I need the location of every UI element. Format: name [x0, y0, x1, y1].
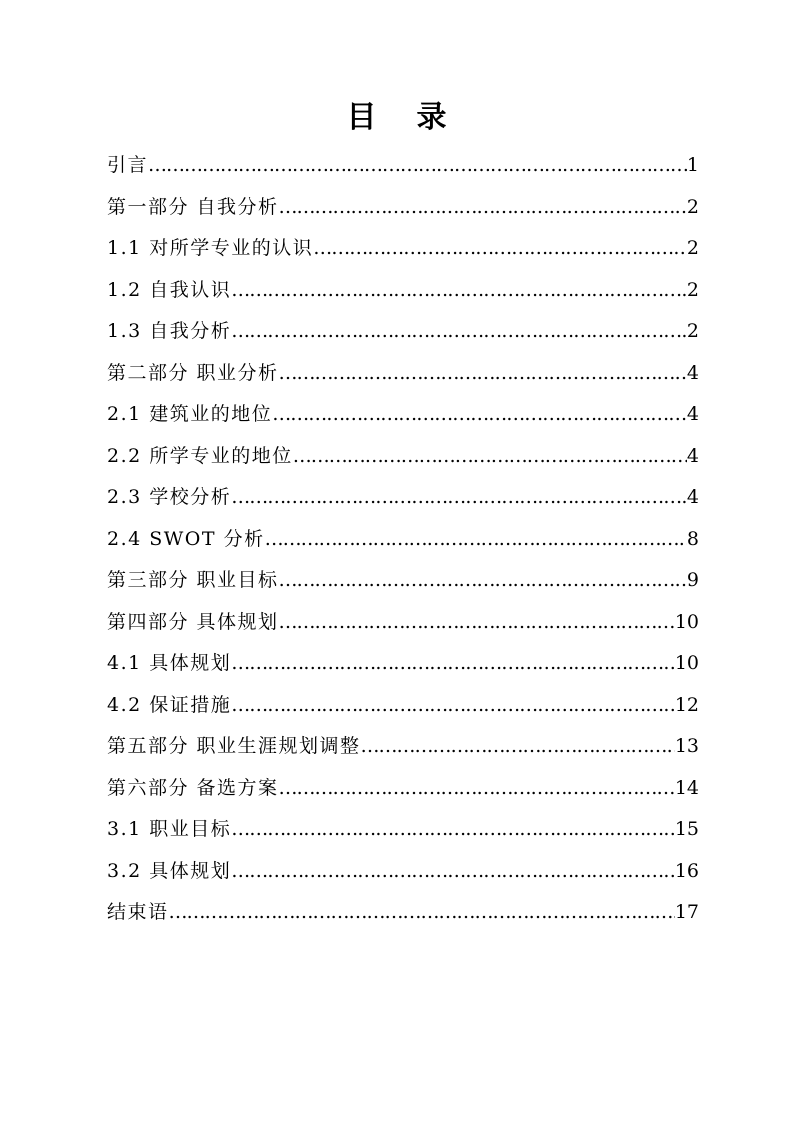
toc-entry-page: 13: [674, 735, 699, 757]
toc-entry-page: 1: [686, 154, 699, 176]
toc-dot-leader: [231, 851, 675, 893]
toc-entry-3-2[interactable]: [107, 851, 699, 893]
toc-entry-label: 4.1 具体规划: [107, 652, 232, 674]
toc-entry-label: 2.2 所学专业的地位: [107, 444, 293, 467]
toc-dot-leader: [231, 809, 675, 851]
toc-entry-label: 1.2 自我认识: [107, 278, 232, 301]
toc-entry-label: 1.3 自我分析: [107, 320, 232, 342]
toc-entry-label: 第五部分 职业生涯规划调整: [107, 735, 361, 757]
toc-entry-label: 2.1 建筑业的地位: [107, 403, 273, 425]
toc-entry-page: 9: [686, 569, 699, 591]
toc-entry-label: 第二部分 职业分析: [107, 361, 279, 384]
toc-dot-leader: [265, 519, 687, 561]
toc-entry-label: 1.1 对所学专业的认识: [107, 237, 314, 259]
toc-entry-label: 第四部分 具体规划: [107, 610, 279, 633]
toc-dot-leader: [169, 892, 675, 934]
toc-entry-part6[interactable]: [107, 768, 699, 810]
toc-entry-part4[interactable]: [107, 602, 699, 644]
toc-entry-page: 4: [686, 361, 699, 384]
toc-entry-2-3[interactable]: [107, 477, 699, 519]
toc-dot-leader: [293, 436, 687, 478]
toc-dot-leader: [279, 560, 687, 602]
toc-dot-leader: [272, 394, 687, 436]
toc-entry-page: 2: [686, 320, 699, 342]
toc-entry-page: 15: [674, 818, 699, 840]
toc-entry-page: 17: [674, 901, 699, 923]
toc-dot-leader: [231, 311, 687, 353]
toc-entry-page: 4: [686, 486, 699, 508]
toc-entry-2-1[interactable]: [107, 394, 699, 436]
toc-entry-1-1[interactable]: [107, 228, 699, 270]
toc-entry-1-2[interactable]: [107, 270, 699, 312]
toc-entry-part2[interactable]: [107, 353, 699, 395]
toc-title: [0, 98, 793, 138]
toc-entry-2-2[interactable]: [107, 436, 699, 478]
toc-entry-2-4[interactable]: [107, 519, 699, 561]
toc-entry-page: 12: [674, 693, 699, 716]
toc-entry-part3[interactable]: [107, 560, 699, 602]
toc-dot-leader: [279, 602, 675, 644]
toc-entry-page: 8: [686, 527, 699, 550]
toc-dot-leader: [279, 353, 687, 395]
toc-entry-page: 2: [686, 278, 699, 301]
toc-title-part2: 录: [416, 100, 447, 135]
toc-entry-label: 第一部分 自我分析: [107, 195, 279, 218]
toc-entry-1-3[interactable]: [107, 311, 699, 353]
toc-dot-leader: [313, 228, 687, 270]
toc-dot-leader: [231, 685, 675, 727]
toc-list: [107, 145, 699, 934]
toc-entry-part1[interactable]: [107, 187, 699, 229]
toc-entry-label: 引言: [107, 154, 149, 176]
toc-entry-page: 14: [674, 776, 699, 799]
toc-entry-page: 4: [686, 403, 699, 425]
toc-dot-leader: [361, 726, 675, 768]
toc-entry-label: 4.2 保证措施: [107, 693, 232, 716]
toc-entry-page: 10: [674, 652, 699, 674]
toc-dot-leader: [231, 270, 687, 312]
toc-entry-label: 2.3 学校分析: [107, 486, 232, 508]
toc-entry-intro[interactable]: [107, 145, 699, 187]
toc-title-part1: 目: [346, 100, 377, 135]
toc-entry-label: 3.1 职业目标: [107, 818, 232, 840]
toc-entry-4-2[interactable]: [107, 685, 699, 727]
toc-entry-part5[interactable]: [107, 726, 699, 768]
toc-entry-conclusion[interactable]: [107, 892, 699, 934]
toc-entry-4-1[interactable]: [107, 643, 699, 685]
toc-dot-leader: [231, 477, 687, 519]
toc-dot-leader: [231, 643, 675, 685]
toc-entry-label: 2.4 SWOT 分析: [107, 527, 265, 550]
toc-dot-leader: [148, 145, 687, 187]
toc-entry-label: 第六部分 备选方案: [107, 776, 279, 799]
toc-dot-leader: [279, 768, 675, 810]
toc-entry-page: 10: [674, 610, 699, 633]
toc-entry-page: 16: [674, 859, 699, 882]
toc-entry-page: 2: [686, 195, 699, 218]
toc-entry-label: 第三部分 职业目标: [107, 569, 279, 591]
toc-entry-label: 结束语: [107, 901, 169, 923]
toc-dot-leader: [279, 187, 687, 229]
toc-entry-page: 2: [686, 237, 699, 259]
toc-entry-page: 4: [686, 444, 699, 467]
toc-entry-3-1[interactable]: [107, 809, 699, 851]
toc-entry-label: 3.2 具体规划: [107, 859, 232, 882]
